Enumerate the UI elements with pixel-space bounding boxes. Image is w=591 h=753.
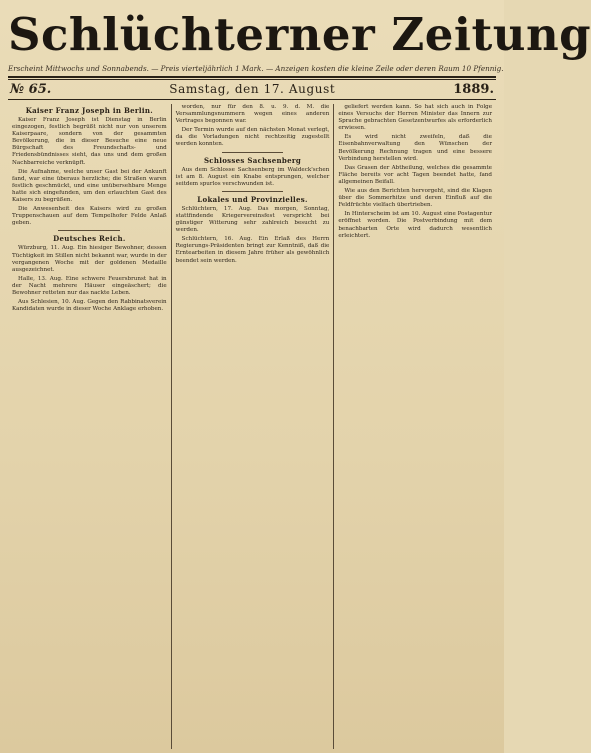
- article-paragraph: Die Aufnahme, welche unser Gast bei der Ankunft fand, war eine überaus herzliche; die Straßen waren festlich geschmückt, und eine unübersehbare Menge hatte sich eingefunden, um den erlauchten Gast des Kaisers zu begrüßen.: [12, 168, 167, 204]
- article-paragraph: Halle, 13. Aug. Eine schwere Feuersbrunst hat in der Nacht mehrere Häuser eingeäschert; die Bewohner retteten nur das nackte Leben.: [12, 275, 167, 296]
- issue-number: № 65.: [10, 82, 52, 97]
- article-columns: [8, 104, 496, 749]
- article-paragraph: geliefert werden kann. So hat sich auch in Folge eines Versuchs der Herren Minister das Innern zur Sprache gebrachten Gesetzentwurfes als erforderlich erwiesen.: [338, 104, 492, 132]
- article-heading: Schlosses Sachsenberg: [203, 155, 302, 165]
- column-2: [171, 104, 334, 749]
- section-divider: [58, 230, 120, 231]
- article-paragraph: Die Anwesenheit des Kaisers wird zu großen Truppenschauen auf dem Tempelhofer Felde Anlaß geben.: [12, 206, 167, 227]
- dateline: [8, 80, 496, 98]
- column-1: [8, 104, 171, 749]
- issue-date: Samstag, den 17. August: [169, 82, 336, 96]
- issue-year: 1889.: [453, 82, 494, 97]
- article-paragraph: Schlüchtern, 16. Aug. Ein Erlaß des Herrn Regierungs-Präsidenten bringt zur Kenntniß, daß die Erntearbeiten in diesem Jahre früher als gewöhnlich beendet sein werden.: [175, 236, 330, 264]
- article-paragraph: Schlüchtern, 17. Aug. Das morgen, Sonntag, stattfindende Kriegervereinsfest verspricht bei günstiger Witterung sehr zahlreich besucht zu werden.: [175, 205, 330, 234]
- subscription-line: Erscheint Mittwochs und Sonnabends. — Preis vierteljährlich 1 Mark. — Anzeigen kosten die kleine Zeile oder deren Raum 10 Pfennig.: [8, 64, 504, 73]
- article-paragraph: worden, nur für den 8. u. 9. d. M. die Versammlungsnummern wegen eines anderen Vertrages begonnen war.: [175, 104, 330, 125]
- article-paragraph: Aus dem Schlosse Sachsenberg im Waldeck'schen ist am 8. August ein Knabe entsprungen, welcher seitdem spurlos verschwunden ist.: [175, 166, 330, 187]
- column-3: [333, 104, 496, 749]
- section-heading: Lokales und Provinzielles.: [197, 194, 308, 204]
- article-heading: Kaiser Franz Joseph in Berlin.: [25, 106, 153, 115]
- dateline-rule: [8, 99, 496, 100]
- article-paragraph: Aus Schlesien, 10. Aug. Gegen den Rabbinatsverein Kandidaten wurde in dieser Woche Anklage erhoben.: [12, 299, 167, 313]
- article-paragraph: Wie aus den Berichten hervorgeht, sind die Klagen über die Sommerhitze und deren Einfluß auf die Feldfrüchte vielfach übertrieben.: [338, 188, 492, 209]
- section-heading: Deutsches Reich.: [53, 234, 126, 244]
- article-paragraph: Der Termin wurde auf den nächsten Monat verlegt, da die Vorladungen nicht rechtzeitig zugestellt werden konnten.: [175, 127, 330, 148]
- section-divider: [222, 191, 283, 192]
- section-divider: [222, 152, 283, 153]
- article-paragraph: In Hinterscheim ist am 10. August eine Postagentur eröffnet worden. Die Postverbindung mit dem benachbarten Orte wird dadurch wesentlich erleichtert.: [338, 211, 492, 239]
- article-paragraph: Kaiser Franz Joseph ist Dienstag in Berlin eingezogen, festlich begrüßt nicht nur von unserem Kaiserpaare, sondern von der gesammten Bevölkerung, die in dieser Besuche eine neue Bürgschaft des Freundschafts- und Friedensbündnisses sieht, das uns und dem großen Nachbarreiche verknüpft.: [12, 117, 167, 166]
- article-paragraph: Das Grasen der Abtheilung, welches die gesammte Fläche bereits vor acht Tagen beendet hatte, fand allgemeinen Beifall.: [338, 164, 492, 185]
- masthead-title: Schlüchterner Zeitung: [8, 8, 591, 61]
- article-paragraph: Es wird nicht zweifeln, daß die Eisenbahnverwaltung den Wünschen der Bevölkerung Rechnung tragen und eine bessere Verbindung herstellen wird.: [338, 134, 492, 162]
- article-paragraph: Würzburg, 11. Aug. Ein hiesiger Bewohner, dessen Tüchtigkeit im Stillen nicht bekannt war, wurde in der vergangenen Woche mit der goldenen Medaille ausgezeichnet.: [12, 245, 167, 273]
